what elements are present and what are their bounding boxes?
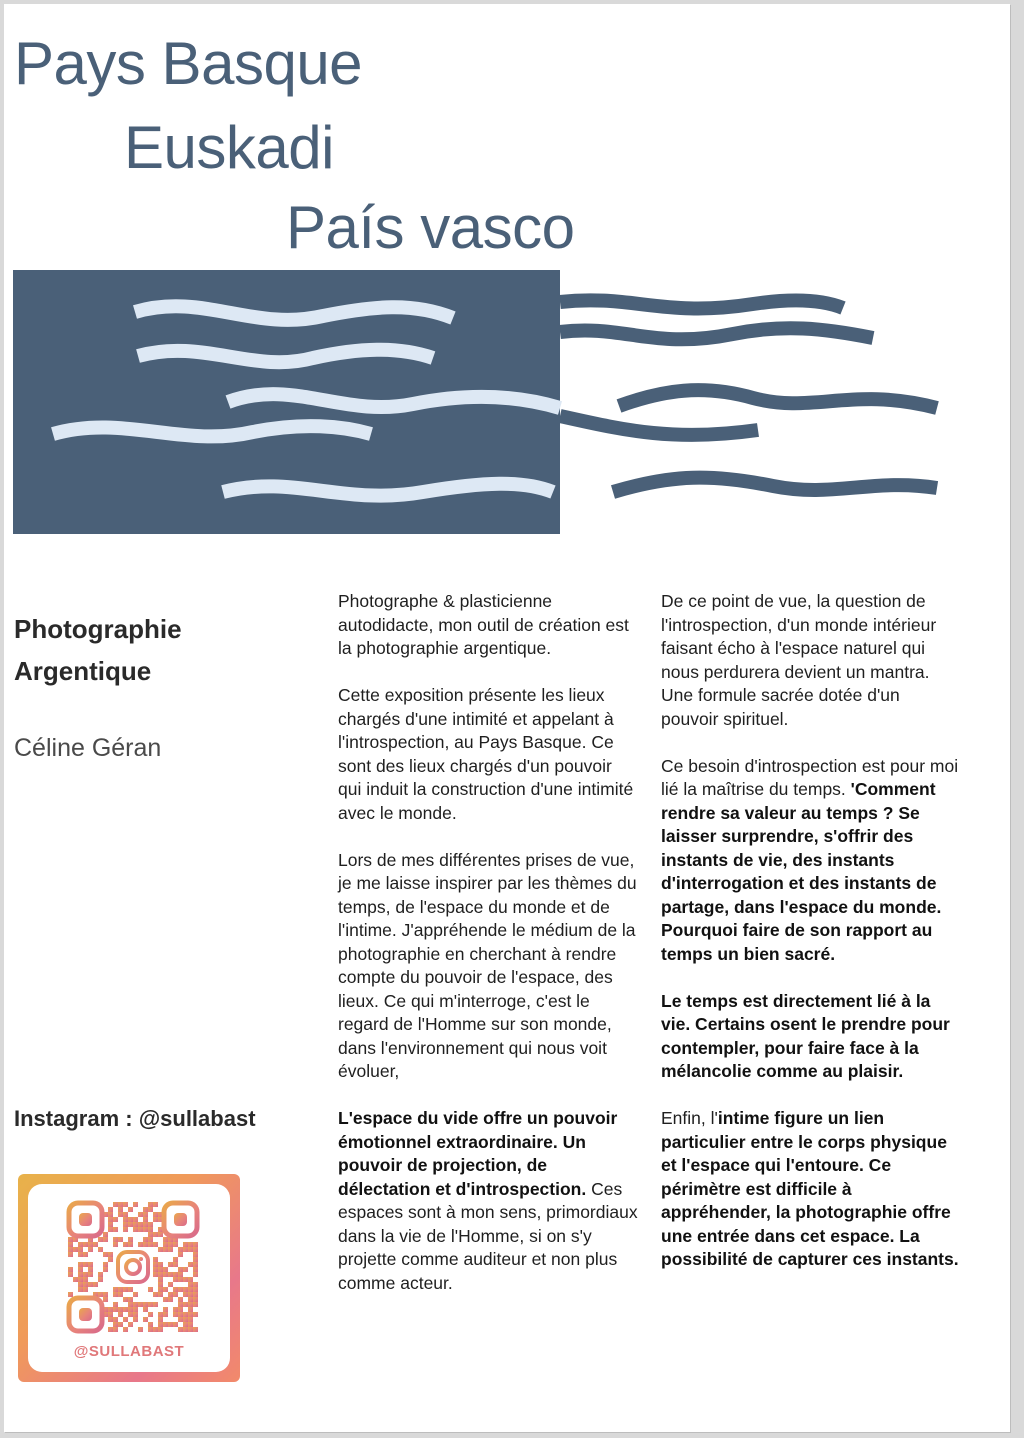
qr-module (88, 1272, 93, 1277)
qr-module (118, 1292, 123, 1297)
qr-module (163, 1272, 168, 1277)
instagram-handle: Instagram : @sullabast (14, 1106, 256, 1131)
qr-module (143, 1317, 148, 1322)
qr-module (78, 1242, 83, 1247)
instagram-icon (115, 1249, 151, 1285)
qr-module (128, 1287, 133, 1292)
qr-module (118, 1237, 123, 1242)
qr-module (188, 1322, 193, 1327)
qr-module (118, 1207, 123, 1212)
qr-module (183, 1277, 188, 1282)
qr-module (68, 1247, 73, 1252)
qr-module (148, 1227, 153, 1232)
qr-module (143, 1217, 148, 1222)
qr-module (98, 1272, 103, 1277)
qr-module (68, 1292, 73, 1297)
qr-module (93, 1282, 98, 1287)
qr-module (78, 1272, 83, 1277)
qr-module (183, 1312, 188, 1317)
qr-module (108, 1212, 113, 1217)
qr-module (143, 1207, 148, 1212)
qr-module (158, 1327, 163, 1332)
qr-module (143, 1222, 148, 1227)
qr-module (128, 1207, 133, 1212)
qr-module (83, 1287, 88, 1292)
qr-module (98, 1247, 103, 1252)
qr-module (138, 1327, 143, 1332)
qr-module (123, 1217, 128, 1222)
qr-module (128, 1297, 133, 1302)
qr-module (153, 1327, 158, 1332)
qr-finder-pattern (164, 1203, 197, 1236)
qr-module (108, 1207, 113, 1212)
body-column-right (661, 590, 961, 1295)
qr-module (143, 1307, 148, 1312)
qr-module (193, 1272, 198, 1277)
qr-module (68, 1272, 73, 1277)
qr-module (103, 1252, 108, 1257)
qr-module (143, 1212, 148, 1217)
wave-line (613, 478, 937, 492)
qr-module (178, 1287, 183, 1292)
qr-module (133, 1227, 138, 1232)
qr-module (163, 1242, 168, 1247)
qr-module (68, 1267, 73, 1272)
qr-module (123, 1222, 128, 1227)
qr-module (83, 1262, 88, 1267)
qr-module (183, 1327, 188, 1332)
qr-module (103, 1232, 108, 1237)
qr-module (178, 1312, 183, 1317)
qr-module (178, 1252, 183, 1257)
qr-module (128, 1312, 133, 1317)
qr-module (103, 1297, 108, 1302)
author-name: Céline Géran (14, 734, 162, 762)
qr-module (178, 1302, 183, 1307)
qr-module (188, 1282, 193, 1287)
qr-module (123, 1327, 128, 1332)
bold-text-run: 'Comment rendre sa valeur au temps ? Se laisser surprendre, s'offrir des instants de vie, des instants d'interrogation et des instants de partage, dans l'espace du monde. Pourquoi faire de son rapport au temps un bien sacré. (661, 779, 942, 964)
qr-module (183, 1267, 188, 1272)
qr-module (153, 1242, 158, 1247)
text-run: De ce point de vue, la question de l'introspection, d'un monde intérieur faisant écho à l'espace naturel qui nous perdurera devient un mantra. Une formule sacrée dotée d'un pouvoir spirituel. (661, 591, 937, 729)
qr-module (173, 1242, 178, 1247)
qr-module (113, 1217, 118, 1222)
qr-module (158, 1272, 163, 1277)
body-paragraph (661, 1107, 961, 1272)
title-line-3: País vasco (286, 194, 575, 261)
qr-module (113, 1327, 118, 1332)
qr-module (158, 1232, 163, 1237)
qr-module (193, 1327, 198, 1332)
qr-module (183, 1317, 188, 1322)
qr-module (133, 1312, 138, 1317)
qr-module (188, 1302, 193, 1307)
qr-module (158, 1317, 163, 1322)
qr-module (108, 1252, 113, 1257)
qr-module (163, 1297, 168, 1302)
qr-module (183, 1287, 188, 1292)
qr-module (108, 1312, 113, 1317)
qr-module (178, 1272, 183, 1277)
qr-module (153, 1302, 158, 1307)
qr-module (73, 1277, 78, 1282)
qr-module (88, 1262, 93, 1267)
qr-module (148, 1242, 153, 1247)
qr-module (168, 1297, 173, 1302)
qr-module (188, 1292, 193, 1297)
qr-module (148, 1312, 153, 1317)
qr-module (123, 1307, 128, 1312)
qr-module (183, 1292, 188, 1297)
poster-page (4, 4, 1010, 1432)
qr-module (88, 1242, 93, 1247)
qr-module (158, 1287, 163, 1292)
qr-module (153, 1257, 158, 1262)
qr-module (93, 1242, 98, 1247)
qr-module (83, 1272, 88, 1277)
qr-module (133, 1317, 138, 1322)
text-run: Ce besoin d'introspection est pour moi lié la maîtrise du temps. (661, 755, 959, 799)
qr-module (178, 1247, 183, 1252)
qr-module (173, 1262, 178, 1267)
qr-module (193, 1312, 198, 1317)
qr-module (173, 1322, 178, 1327)
qr-module (103, 1262, 108, 1267)
qr-module (183, 1322, 188, 1327)
qr-module (133, 1307, 138, 1312)
qr-module (193, 1242, 198, 1247)
qr-module (133, 1302, 138, 1307)
qr-module (108, 1327, 113, 1332)
qr-module (188, 1242, 193, 1247)
qr-module (123, 1297, 128, 1302)
body-paragraph (661, 755, 961, 967)
qr-module (103, 1267, 108, 1272)
qr-module (168, 1322, 173, 1327)
qr-module (118, 1322, 123, 1327)
section-subtitle (14, 608, 182, 692)
qr-module (153, 1272, 158, 1277)
qr-module (113, 1292, 118, 1297)
qr-module (108, 1222, 113, 1227)
qr-module (123, 1287, 128, 1292)
qr-module (173, 1292, 178, 1297)
subtitle-line-1: Photographie (14, 614, 182, 644)
qr-module (113, 1322, 118, 1327)
qr-module (153, 1292, 158, 1297)
qr-module (188, 1312, 193, 1317)
qr-module (173, 1312, 178, 1317)
body-paragraph (338, 590, 638, 661)
qr-module (143, 1302, 148, 1307)
wave-banner-illustration (13, 266, 943, 538)
qr-module (78, 1252, 83, 1257)
instagram-qr-card[interactable] (18, 1174, 240, 1382)
qr-module (108, 1307, 113, 1312)
qr-module (168, 1262, 173, 1267)
qr-module (133, 1217, 138, 1222)
qr-module (98, 1237, 103, 1242)
wave-line (619, 390, 937, 408)
qr-module (128, 1307, 133, 1312)
body-paragraph (661, 990, 961, 1084)
qr-module (163, 1267, 168, 1272)
qr-module (138, 1212, 143, 1217)
qr-module (138, 1242, 143, 1247)
qr-module (78, 1277, 83, 1282)
qr-module (68, 1252, 73, 1257)
qr-module (133, 1202, 138, 1207)
qr-module (148, 1202, 153, 1207)
qr-module (128, 1222, 133, 1227)
qr-module (103, 1237, 108, 1242)
qr-finder-pattern (69, 1298, 102, 1331)
qr-module (188, 1327, 193, 1332)
qr-module (128, 1302, 133, 1307)
qr-module (188, 1287, 193, 1292)
qr-module (148, 1302, 153, 1307)
qr-module (158, 1267, 163, 1272)
wave-line (560, 416, 758, 435)
qr-module (178, 1307, 183, 1312)
qr-module (143, 1227, 148, 1232)
bold-text-run: Le temps est directement lié à la vie. Certains osent le prendre pour contempler, pour faire face à la mélancolie comme au plaisir. (661, 990, 950, 1081)
qr-module (83, 1242, 88, 1247)
qr-module (98, 1292, 103, 1297)
qr-module (153, 1212, 158, 1217)
qr-module (83, 1252, 88, 1257)
wave-line (560, 300, 843, 308)
qr-module (78, 1262, 83, 1267)
qr-module (108, 1227, 113, 1232)
qr-module (118, 1307, 123, 1312)
qr-module (158, 1247, 163, 1252)
qr-module (103, 1292, 108, 1297)
qr-module (78, 1287, 83, 1292)
qr-module (153, 1202, 158, 1207)
qr-module (188, 1297, 193, 1302)
qr-module (88, 1247, 93, 1252)
qr-module (88, 1267, 93, 1272)
qr-module (123, 1242, 128, 1247)
qr-module (163, 1287, 168, 1292)
qr-module (158, 1277, 163, 1282)
qr-module (153, 1232, 158, 1237)
qr-module (193, 1257, 198, 1262)
qr-module (148, 1327, 153, 1332)
qr-module (123, 1227, 128, 1232)
qr-module (183, 1242, 188, 1247)
qr-module (173, 1307, 178, 1312)
body-paragraph (338, 1107, 638, 1295)
qr-module (138, 1302, 143, 1307)
qr-module (78, 1247, 83, 1252)
qr-module (178, 1277, 183, 1282)
body-paragraph (338, 849, 638, 1084)
qr-module (153, 1217, 158, 1222)
qr-module (108, 1257, 113, 1262)
qr-module (113, 1287, 118, 1292)
qr-module (193, 1302, 198, 1307)
qr-module (108, 1217, 113, 1222)
qr-module (163, 1237, 168, 1242)
qr-module (128, 1237, 133, 1242)
qr-module (168, 1242, 173, 1247)
qr-module (138, 1222, 143, 1227)
qr-module (113, 1237, 118, 1242)
qr-module (173, 1277, 178, 1282)
qr-module (153, 1262, 158, 1267)
qr-module (178, 1317, 183, 1322)
qr-module (188, 1277, 193, 1282)
qr-module (163, 1307, 168, 1312)
qr-module (73, 1247, 78, 1252)
qr-module (83, 1282, 88, 1287)
qr-module (188, 1247, 193, 1252)
qr-module (158, 1312, 163, 1317)
qr-module (183, 1247, 188, 1252)
qr-module (193, 1262, 198, 1267)
qr-module (83, 1277, 88, 1282)
qr-module (188, 1262, 193, 1267)
body-paragraph (338, 684, 638, 825)
qr-module (113, 1242, 118, 1247)
qr-module (113, 1227, 118, 1232)
qr-module (118, 1312, 123, 1317)
qr-module (168, 1292, 173, 1297)
qr-module (193, 1292, 198, 1297)
qr-module (173, 1287, 178, 1292)
qr-module (193, 1282, 198, 1287)
qr-module (163, 1247, 168, 1252)
qr-module (68, 1237, 73, 1242)
qr-module (143, 1242, 148, 1247)
qr-module (193, 1267, 198, 1272)
qr-module (168, 1282, 173, 1287)
body-column-middle (338, 590, 638, 1319)
qr-module (148, 1322, 153, 1327)
qr-module (158, 1322, 163, 1327)
qr-module (123, 1202, 128, 1207)
bold-text-run: L'espace du vide offre un pouvoir émotionnel extraordinaire. Un pouvoir de projection, de délectation et d'introspection. (338, 1108, 618, 1199)
qr-module (163, 1312, 168, 1317)
qr-module (168, 1272, 173, 1277)
qr-module (128, 1322, 133, 1327)
qr-module (113, 1302, 118, 1307)
qr-module (113, 1317, 118, 1322)
qr-module (78, 1282, 83, 1287)
qr-module (148, 1222, 153, 1227)
qr-module (168, 1247, 173, 1252)
qr-module (173, 1272, 178, 1277)
qr-module (183, 1302, 188, 1307)
text-run: Photographe & plasticienne autodidacte, mon outil de création est la photographie argentique. (338, 591, 629, 658)
qr-module (193, 1252, 198, 1257)
text-run: Enfin, l' (661, 1108, 718, 1128)
qr-module (78, 1267, 83, 1272)
qr-module (158, 1282, 163, 1287)
qr-module (118, 1212, 123, 1217)
qr-module (98, 1277, 103, 1282)
qr-card-inner (28, 1184, 230, 1372)
qr-module (188, 1317, 193, 1322)
title-line-1: Pays Basque (14, 30, 363, 97)
qr-module (193, 1247, 198, 1252)
qr-module (123, 1317, 128, 1322)
qr-module (113, 1202, 118, 1207)
qr-finder-pattern (69, 1203, 102, 1236)
qr-module (148, 1232, 153, 1237)
qr-module (118, 1202, 123, 1207)
qr-module (188, 1307, 193, 1312)
qr-module (158, 1292, 163, 1297)
text-run: Ces espaces sont à mon sens, primordiaux dans la vie de l'Homme, si on s'y projette comme auditeur et non plus comme acteur. (338, 1178, 638, 1293)
qr-module (153, 1267, 158, 1272)
qr-module (88, 1282, 93, 1287)
text-run: Lors de mes différentes prises de vue, je me laisse inspirer par les thèmes du temps, de l'espace du monde et de l'intime. J'appréhende le médium de la photographie en cherchant à rendre compte du pouvoir de l'espace, des lieux. Ce qui m'interroge, c'est le regard de l'Homme sur son monde, dans l'environnement qui nous voit évoluer, (338, 849, 637, 1081)
qr-module (193, 1297, 198, 1302)
qr-module (178, 1267, 183, 1272)
qr-module (173, 1257, 178, 1262)
qr-module (108, 1317, 113, 1322)
subtitle-line-2: Argentique (14, 656, 152, 686)
bold-text-run: intime figure un lien particulier entre le corps physique et l'espace qui l'entoure. Ce périmètre est difficile à appréhender, la photographie offre une entrée dans cet espace. La possibilité de capturer ces instants. (661, 1108, 959, 1269)
qr-module (158, 1262, 163, 1267)
text-run: Cette exposition présente les lieux chargés d'une intimité et appelant à l'introspection, au Pays Basque. Ce sont des lieux chargés d'un pouvoir qui induit la construction d'une intimité avec le monde. (338, 685, 634, 823)
qr-module (128, 1242, 133, 1247)
title-line-2: Euskadi (124, 114, 334, 181)
qr-module (128, 1217, 133, 1222)
qr-module (133, 1222, 138, 1227)
qr-module (138, 1227, 143, 1232)
qr-module (193, 1287, 198, 1292)
qr-module (163, 1322, 168, 1327)
qr-module (123, 1212, 128, 1217)
qr-module (148, 1287, 153, 1292)
qr-module (133, 1292, 138, 1297)
qr-module (143, 1237, 148, 1242)
qr-module (148, 1237, 153, 1242)
qr-module (118, 1287, 123, 1292)
qr-module (113, 1307, 118, 1312)
body-paragraph (661, 590, 961, 731)
qr-module (178, 1297, 183, 1302)
qr-module (148, 1207, 153, 1212)
qr-module (178, 1327, 183, 1332)
wave-line (560, 328, 873, 339)
qr-handle-label: @SULLABAST (73, 1343, 185, 1360)
qr-module (68, 1242, 73, 1247)
